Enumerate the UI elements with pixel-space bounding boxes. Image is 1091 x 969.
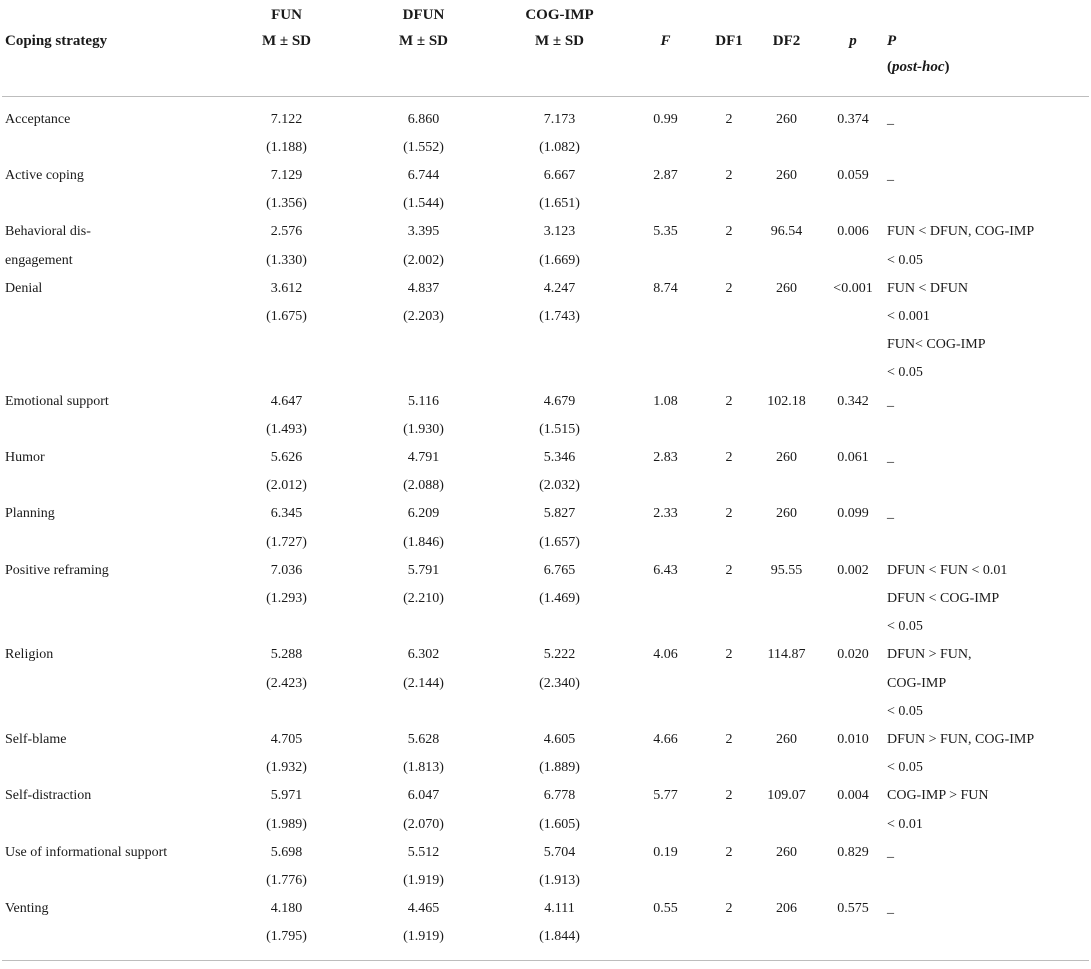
- df2-cell: 260: [776, 731, 797, 747]
- cog-imp-cell-line: (1.844): [539, 929, 580, 945]
- dfun-cell: [355, 275, 492, 388]
- dfun-cell-line: (2.070): [403, 816, 444, 832]
- cog-imp-cell-line: 5.222: [543, 647, 576, 663]
- post-hoc-cell: [887, 275, 1089, 388]
- strategy-cell: [2, 839, 218, 895]
- fun-cell-line: (1.932): [266, 760, 307, 776]
- post-hoc-cell: [887, 96, 1089, 162]
- dfun-cell-line: 5.116: [408, 393, 439, 409]
- fun-cell: [218, 275, 355, 388]
- p-cell: 0.010: [837, 731, 869, 747]
- header-dfun-stat: M ± SD: [398, 33, 449, 49]
- df1-cell: 2: [725, 449, 733, 465]
- fun-cell: [218, 782, 355, 838]
- fun-cell: [218, 218, 355, 274]
- post-hoc-cell: [887, 444, 1089, 500]
- dfun-cell-line: (1.544): [403, 196, 444, 212]
- cog-imp-cell-line: 6.778: [543, 788, 576, 804]
- cog-imp-cell-line: (1.669): [539, 252, 580, 268]
- dfun-cell-line: (1.919): [403, 929, 444, 945]
- cog-imp-cell-line: (1.913): [539, 872, 580, 888]
- df1-cell: 2: [725, 224, 733, 240]
- cog-imp-cell-line: (2.340): [539, 675, 580, 691]
- df1-cell: 2: [725, 647, 733, 663]
- fun-cell-line: (1.675): [266, 308, 307, 324]
- table-row: [2, 218, 1089, 274]
- header-fun: [218, 0, 355, 96]
- fun-cell-line: 7.122: [270, 111, 303, 127]
- strategy-cell: [2, 444, 218, 500]
- header-post-hoc: [887, 0, 1089, 96]
- post-hoc-cell: [887, 557, 1089, 642]
- cog-imp-cell-line: (1.651): [539, 196, 580, 212]
- df1-cell: 2: [704, 895, 754, 960]
- fun-cell: [218, 641, 355, 726]
- cog-imp-cell-line: (1.515): [539, 421, 580, 437]
- strategy-cell-line: Planning: [5, 506, 55, 522]
- strategy-cell: [2, 96, 218, 162]
- p-cell: 0.374: [837, 111, 869, 127]
- post-hoc-cell-line: < 0.05: [887, 760, 923, 776]
- post-hoc-cell-line: _: [887, 449, 894, 465]
- post-hoc-cell-line: FUN< COG-IMP: [887, 337, 986, 353]
- dfun-cell: [355, 444, 492, 500]
- strategy-cell: [2, 162, 218, 218]
- fun-cell-line: 7.036: [270, 562, 303, 578]
- header-f: F: [627, 0, 704, 96]
- coping-strategy-table: [2, 0, 1089, 961]
- p-cell: 0.575: [819, 895, 887, 960]
- dfun-cell: [355, 641, 492, 726]
- df2-cell: 260: [776, 449, 797, 465]
- dfun-cell-line: 5.512: [407, 844, 440, 860]
- strategy-cell-line: Venting: [5, 901, 49, 917]
- table-row: [2, 96, 1089, 162]
- f-cell: 2.33: [653, 506, 678, 522]
- cog-imp-cell-line: 6.765: [543, 562, 576, 578]
- table-row: [2, 782, 1089, 838]
- post-hoc-cell-line: _: [887, 167, 894, 183]
- dfun-cell-line: (1.919): [403, 872, 444, 888]
- fun-cell-line: 6.345: [270, 506, 303, 522]
- fun-cell: [218, 500, 355, 556]
- cog-imp-cell-line: (1.889): [539, 760, 580, 776]
- cog-imp-cell-line: 3.123: [543, 224, 576, 240]
- f-cell: 8.74: [653, 280, 678, 296]
- table-body: [2, 96, 1089, 960]
- dfun-cell: [355, 96, 492, 162]
- post-hoc-cell-line: DFUN > FUN,: [887, 647, 972, 663]
- post-hoc-cell-line: COG-IMP: [887, 675, 947, 691]
- df1-cell: 2: [725, 506, 733, 522]
- dfun-cell-line: 4.465: [407, 901, 440, 917]
- cog-imp-cell-line: (1.743): [539, 308, 580, 324]
- strategy-cell-line: Behavioral dis-: [5, 224, 91, 240]
- fun-cell-line: (1.330): [266, 252, 307, 268]
- strategy-cell: [2, 641, 218, 726]
- cog-imp-cell-line: 4.247: [543, 280, 576, 296]
- post-hoc-cell-line: < 0.05: [887, 703, 923, 719]
- header-cog-imp: [492, 0, 627, 96]
- cog-imp-cell-line: 5.827: [543, 506, 576, 522]
- p-cell: 0.342: [837, 393, 869, 409]
- fun-cell: [218, 726, 355, 782]
- df2-cell: 260: [776, 506, 797, 522]
- header-fun-stat: M ± SD: [261, 33, 312, 49]
- fun-cell: [218, 444, 355, 500]
- post-hoc-cell-line: < 0.05: [887, 619, 923, 635]
- cog-imp-cell-line: (2.032): [539, 478, 580, 494]
- df2-cell: 114.87: [767, 647, 806, 663]
- header-cog-imp-label: COG-IMP: [525, 7, 594, 23]
- fun-cell: [218, 839, 355, 895]
- dfun-cell-line: (2.088): [403, 478, 444, 494]
- strategy-cell-line: Self-distraction: [5, 788, 92, 804]
- table-row: [2, 162, 1089, 218]
- cog-imp-cell: [492, 218, 627, 274]
- dfun-cell: [355, 782, 492, 838]
- strategy-cell: [2, 782, 218, 838]
- fun-cell-line: 5.971: [270, 788, 303, 804]
- cog-imp-cell-line: 4.679: [543, 393, 576, 409]
- p-cell: 0.099: [837, 506, 869, 522]
- f-cell: 4.66: [653, 731, 678, 747]
- cog-imp-cell: [492, 782, 627, 838]
- dfun-cell-line: (1.813): [403, 760, 444, 776]
- strategy-cell-line: Emotional support: [5, 393, 109, 409]
- header-df2: DF2: [754, 0, 819, 96]
- table-row: [2, 895, 1089, 960]
- header-post-hoc-note: (post-hoc): [887, 59, 950, 75]
- df2-cell: 260: [776, 280, 797, 296]
- dfun-cell: [355, 162, 492, 218]
- header-cog-imp-stat: M ± SD: [534, 33, 585, 49]
- dfun-cell-line: (1.846): [403, 534, 444, 550]
- dfun-cell-line: 5.791: [407, 562, 440, 578]
- strategy-cell-line: Acceptance: [5, 111, 71, 127]
- fun-cell-line: 4.705: [270, 731, 303, 747]
- strategy-cell-line: Use of informational support: [5, 844, 168, 860]
- cog-imp-cell: [492, 726, 627, 782]
- cog-imp-cell: [492, 388, 627, 444]
- fun-cell-line: (1.356): [266, 196, 307, 212]
- fun-cell-line: (1.493): [266, 421, 307, 437]
- table-row: [2, 388, 1089, 444]
- df2-cell: 260: [776, 111, 797, 127]
- header-p: p: [819, 0, 887, 96]
- fun-cell: [218, 557, 355, 642]
- strategy-cell-line: Religion: [5, 647, 54, 663]
- cog-imp-cell-line: (1.469): [539, 590, 580, 606]
- p-cell: 0.002: [837, 562, 869, 578]
- cog-imp-cell-line: 4.111: [544, 901, 575, 917]
- df2-cell: 95.55: [770, 562, 803, 578]
- dfun-cell-line: 4.791: [407, 449, 440, 465]
- strategy-cell: [2, 500, 218, 556]
- p-cell: <0.001: [833, 280, 873, 296]
- header-dfun: [355, 0, 492, 96]
- strategy-cell-line: Positive reframing: [5, 562, 109, 578]
- fun-cell-line: 5.698: [270, 844, 303, 860]
- table-row: [2, 275, 1089, 388]
- dfun-cell-line: 6.744: [407, 167, 440, 183]
- p-cell: 0.006: [837, 224, 869, 240]
- f-cell: 0.99: [653, 111, 678, 127]
- table-row: [2, 444, 1089, 500]
- dfun-cell: [355, 895, 492, 960]
- dfun-cell-line: (1.930): [403, 421, 444, 437]
- dfun-cell-line: 6.302: [407, 647, 440, 663]
- df1-cell: 2: [725, 562, 733, 578]
- strategy-cell-line: engagement: [5, 252, 73, 268]
- fun-cell-line: (1.795): [266, 929, 307, 945]
- post-hoc-cell-line: FUN < DFUN, COG-IMP: [887, 224, 1035, 240]
- header-dfun-label: DFUN: [402, 7, 445, 23]
- cog-imp-cell: [492, 895, 627, 960]
- f-cell: 4.06: [653, 647, 678, 663]
- post-hoc-cell-line: _: [887, 506, 894, 522]
- df1-cell: 2: [725, 280, 733, 296]
- df2-cell: 260: [776, 844, 797, 860]
- cog-imp-cell-line: (1.082): [539, 139, 580, 155]
- fun-cell: [218, 96, 355, 162]
- post-hoc-cell-line: COG-IMP > FUN: [887, 788, 989, 804]
- f-cell: 0.55: [627, 895, 704, 960]
- dfun-cell-line: (2.144): [403, 675, 444, 691]
- dfun-cell-line: (2.203): [403, 308, 444, 324]
- fun-cell-line: (2.423): [266, 675, 307, 691]
- post-hoc-cell-line: < 0.05: [887, 365, 923, 381]
- strategy-cell: [2, 275, 218, 388]
- cog-imp-cell: [492, 557, 627, 642]
- fun-cell-line: (2.012): [266, 478, 307, 494]
- dfun-cell-line: 6.047: [407, 788, 440, 804]
- dfun-cell: [355, 839, 492, 895]
- df1-cell: 2: [725, 788, 733, 804]
- table-row: [2, 726, 1089, 782]
- dfun-cell-line: 3.395: [407, 224, 440, 240]
- strategy-cell: [2, 726, 218, 782]
- table-row: [2, 500, 1089, 556]
- post-hoc-cell: [887, 641, 1089, 726]
- fun-cell-line: (1.188): [266, 139, 307, 155]
- strategy-cell-line: Denial: [5, 280, 43, 296]
- table-row: [2, 557, 1089, 642]
- df1-cell: 2: [725, 167, 733, 183]
- post-hoc-cell-line: _: [887, 844, 894, 860]
- strategy-cell: [2, 557, 218, 642]
- p-cell: 0.004: [837, 788, 869, 804]
- cog-imp-cell-line: 7.173: [543, 111, 576, 127]
- post-hoc-cell: [887, 218, 1089, 274]
- df2-cell: 206: [754, 895, 819, 960]
- post-hoc-cell: [887, 388, 1089, 444]
- df1-cell: 2: [725, 844, 733, 860]
- f-cell: 2.83: [653, 449, 678, 465]
- dfun-cell: [355, 500, 492, 556]
- cog-imp-cell: [492, 500, 627, 556]
- f-cell: 5.35: [653, 224, 678, 240]
- dfun-cell-line: (2.210): [403, 590, 444, 606]
- post-hoc-cell: [887, 782, 1089, 838]
- table-row: [2, 839, 1089, 895]
- df2-cell: 96.54: [770, 224, 803, 240]
- dfun-cell: [355, 388, 492, 444]
- header-df1: DF1: [704, 0, 754, 96]
- fun-cell: [218, 162, 355, 218]
- table-row: [2, 641, 1089, 726]
- f-cell: 0.19: [653, 844, 678, 860]
- dfun-cell: [355, 218, 492, 274]
- fun-cell: [218, 388, 355, 444]
- f-cell: 2.87: [653, 167, 678, 183]
- dfun-cell-line: 6.209: [407, 506, 440, 522]
- cog-imp-cell-line: (1.605): [539, 816, 580, 832]
- post-hoc-cell-line: DFUN < FUN < 0.01: [887, 562, 1008, 578]
- fun-cell-line: 7.129: [270, 167, 303, 183]
- df2-cell: 260: [776, 167, 797, 183]
- strategy-cell-line: Active coping: [5, 167, 84, 183]
- cog-imp-cell-line: 6.667: [543, 167, 576, 183]
- p-cell: 0.020: [837, 647, 869, 663]
- post-hoc-cell: [887, 895, 1089, 960]
- dfun-cell-line: 5.628: [407, 731, 440, 747]
- cog-imp-cell: [492, 444, 627, 500]
- cog-imp-cell-line: 5.346: [543, 449, 576, 465]
- post-hoc-cell: [887, 839, 1089, 895]
- fun-cell-line: 5.288: [270, 647, 303, 663]
- header-coping-strategy: Coping strategy: [2, 0, 218, 96]
- post-hoc-cell-line: < 0.05: [887, 252, 923, 268]
- fun-cell-line: 4.180: [270, 901, 303, 917]
- df1-cell: 2: [725, 393, 733, 409]
- df2-cell: 109.07: [767, 788, 806, 804]
- strategy-cell: [2, 895, 218, 960]
- fun-cell-line: 3.612: [270, 280, 303, 296]
- post-hoc-cell-line: < 0.001: [887, 308, 930, 324]
- post-hoc-cell-line: _: [887, 901, 894, 917]
- cog-imp-cell-line: 5.704: [543, 844, 576, 860]
- fun-cell-line: 5.626: [270, 449, 303, 465]
- header-post-hoc-p: P: [887, 33, 897, 49]
- fun-cell-line: (1.776): [266, 872, 307, 888]
- dfun-cell: [355, 726, 492, 782]
- dfun-cell-line: 4.837: [407, 280, 440, 296]
- strategy-cell-line: Humor: [5, 449, 45, 465]
- cog-imp-cell: [492, 839, 627, 895]
- f-cell: 5.77: [653, 788, 678, 804]
- fun-cell-line: (1.293): [266, 590, 307, 606]
- dfun-cell-line: (2.002): [403, 252, 444, 268]
- df1-cell: 2: [725, 731, 733, 747]
- strategy-cell: [2, 388, 218, 444]
- header-fun-label: FUN: [271, 7, 302, 23]
- f-cell: 6.43: [653, 562, 678, 578]
- p-cell: 0.829: [837, 844, 869, 860]
- post-hoc-cell-line: DFUN > FUN, COG-IMP: [887, 731, 1035, 747]
- cog-imp-cell: [492, 275, 627, 388]
- dfun-cell-line: (1.552): [403, 139, 444, 155]
- dfun-cell: [355, 557, 492, 642]
- cog-imp-cell: [492, 641, 627, 726]
- cog-imp-cell-line: 4.605: [543, 731, 576, 747]
- post-hoc-cell: [887, 162, 1089, 218]
- fun-cell-line: (1.727): [266, 534, 307, 550]
- fun-cell-line: 2.576: [270, 224, 303, 240]
- strategy-cell: [2, 218, 218, 274]
- p-cell: 0.059: [837, 167, 869, 183]
- post-hoc-cell-line: < 0.01: [887, 816, 923, 832]
- df1-cell: 2: [725, 111, 733, 127]
- cog-imp-cell: [492, 96, 627, 162]
- post-hoc-cell-line: _: [887, 393, 894, 409]
- post-hoc-cell-line: DFUN < COG-IMP: [887, 590, 1000, 606]
- post-hoc-cell: [887, 726, 1089, 782]
- df2-cell: 102.18: [767, 393, 806, 409]
- cog-imp-cell-line: (1.657): [539, 534, 580, 550]
- strategy-cell-line: Self-blame: [5, 731, 67, 747]
- f-cell: 1.08: [653, 393, 678, 409]
- dfun-cell-line: 6.860: [407, 111, 440, 127]
- header-row: [2, 0, 1089, 96]
- fun-cell: [218, 895, 355, 960]
- post-hoc-cell: [887, 500, 1089, 556]
- cog-imp-cell: [492, 162, 627, 218]
- fun-cell-line: 4.647: [270, 393, 303, 409]
- p-cell: 0.061: [837, 449, 869, 465]
- post-hoc-cell-line: _: [887, 111, 894, 127]
- fun-cell-line: (1.989): [266, 816, 307, 832]
- post-hoc-cell-line: FUN < DFUN: [887, 280, 969, 296]
